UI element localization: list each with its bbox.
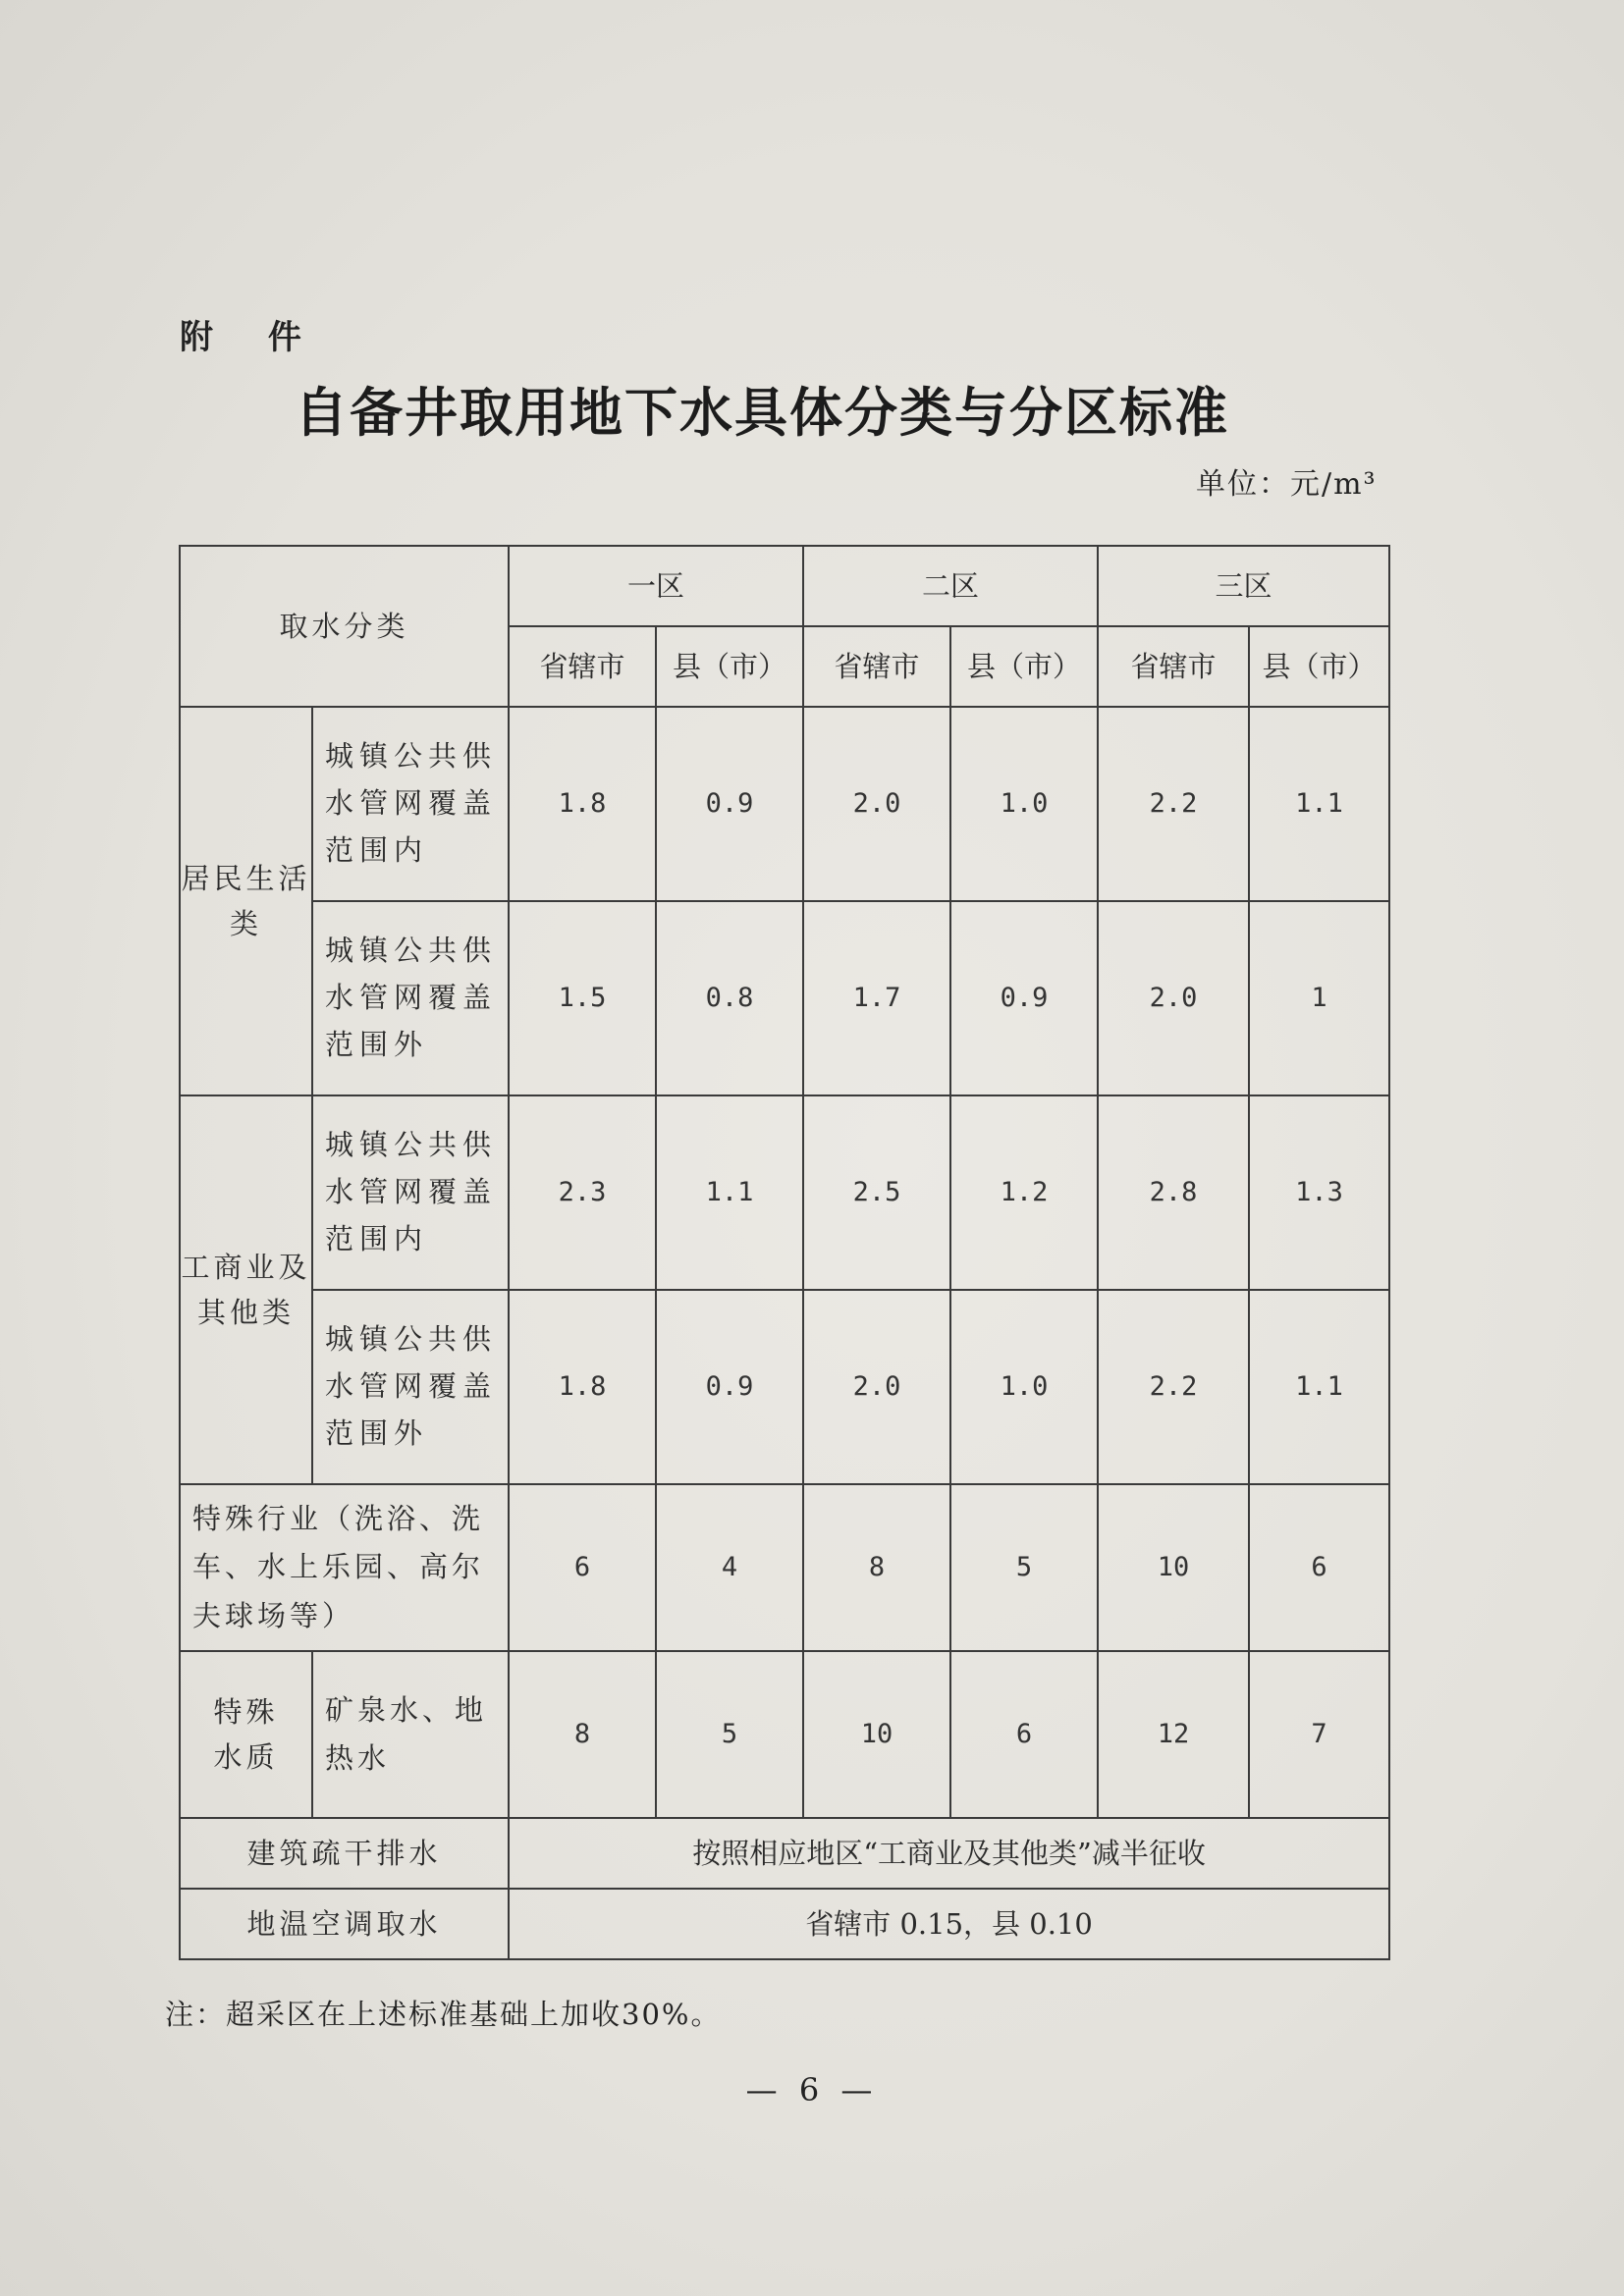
table-row: [180, 1651, 1389, 1818]
table-cell: 1.7: [803, 901, 950, 1095]
row-label-construction-drainage: 建筑疏干排水: [180, 1818, 509, 1889]
table-cell: 6: [1249, 1484, 1389, 1651]
header-sub: 省辖市: [1098, 626, 1249, 707]
table-cell: 5: [950, 1484, 1098, 1651]
row-label: 城镇公共供水管网覆盖范围外: [312, 901, 509, 1095]
table-cell: 2.0: [1098, 901, 1249, 1095]
table-cell: 2.8: [1098, 1095, 1249, 1290]
table-cell: 1.2: [950, 1095, 1098, 1290]
row-label: 城镇公共供水管网覆盖范围外: [312, 1290, 509, 1484]
table-cell: 0.9: [950, 901, 1098, 1095]
row-label: 城镇公共供水管网覆盖范围内: [312, 707, 509, 901]
unit-label: 单位：元/m³: [1196, 467, 1378, 502]
header-zone-2: 二区: [803, 546, 1098, 626]
footnote: 注：超采区在上述标准基础上加收30%。: [165, 1998, 722, 2031]
table-cell: 12: [1098, 1651, 1249, 1818]
page-number: — 6 —: [745, 2071, 879, 2109]
table-cell: 7: [1249, 1651, 1389, 1818]
group-residential: 居民生活类: [180, 707, 312, 1095]
header-sub: 县（市）: [950, 626, 1098, 707]
attachment-label: 附 件: [180, 318, 323, 357]
header-sub: 县（市）: [1249, 626, 1389, 707]
table-row: [180, 901, 1389, 1095]
row-label-special-industry: 特殊行业（洗浴、洗车、水上乐园、高尔夫球场等）: [180, 1484, 509, 1651]
row-label: 城镇公共供水管网覆盖范围内: [312, 1095, 509, 1290]
table-row: [180, 1484, 1389, 1651]
table-cell: 6: [509, 1484, 656, 1651]
table-cell: 1.8: [509, 1290, 656, 1484]
table-cell: 1.0: [950, 707, 1098, 901]
table-cell: 10: [1098, 1484, 1249, 1651]
table-row: [180, 1290, 1389, 1484]
table-cell: 6: [950, 1651, 1098, 1818]
table-cell: 1.0: [950, 1290, 1098, 1484]
table-cell: 5: [656, 1651, 803, 1818]
table-cell: 0.9: [656, 707, 803, 901]
header-category: 取水分类: [180, 546, 509, 707]
table-cell: 2.2: [1098, 1290, 1249, 1484]
header-zone-3: 三区: [1098, 546, 1389, 626]
table-cell: 1.8: [509, 707, 656, 901]
table-cell: 1.1: [1249, 1290, 1389, 1484]
table-cell: 4: [656, 1484, 803, 1651]
table-cell: 2.3: [509, 1095, 656, 1290]
group-special-water: 特殊水质: [180, 1651, 312, 1818]
merged-cell: 省辖市 0.15，县 0.10: [509, 1889, 1389, 1959]
table-cell: 1.1: [1249, 707, 1389, 901]
table-cell: 2.0: [803, 707, 950, 901]
table-cell: 1.1: [656, 1095, 803, 1290]
table-cell: 10: [803, 1651, 950, 1818]
row-label-geothermal-ac: 地温空调取水: [180, 1889, 509, 1959]
table-row: [180, 707, 1389, 901]
table-cell: 1.3: [1249, 1095, 1389, 1290]
merged-cell: 按照相应地区“工商业及其他类”减半征收: [509, 1818, 1389, 1889]
standards-table: [179, 545, 1390, 1960]
table-cell: 8: [803, 1484, 950, 1651]
table-cell: 8: [509, 1651, 656, 1818]
table-row: [180, 1889, 1389, 1959]
group-commercial: 工商业及其他类: [180, 1095, 312, 1484]
table-row: [180, 1818, 1389, 1889]
table-cell: 0.8: [656, 901, 803, 1095]
header-sub: 省辖市: [803, 626, 950, 707]
table-cell: 2.0: [803, 1290, 950, 1484]
table-cell: 2.2: [1098, 707, 1249, 901]
table-row: [180, 1095, 1389, 1290]
page-title: 自备井取用地下水具体分类与分区标准: [295, 381, 1229, 444]
row-label-special-water: 矿泉水、地热水: [312, 1651, 509, 1818]
header-zone-1: 一区: [509, 546, 803, 626]
table-cell: 1.5: [509, 901, 656, 1095]
table-cell: 0.9: [656, 1290, 803, 1484]
header-sub: 省辖市: [509, 626, 656, 707]
header-sub: 县（市）: [656, 626, 803, 707]
table-cell: 2.5: [803, 1095, 950, 1290]
table-cell: 1: [1249, 901, 1389, 1095]
